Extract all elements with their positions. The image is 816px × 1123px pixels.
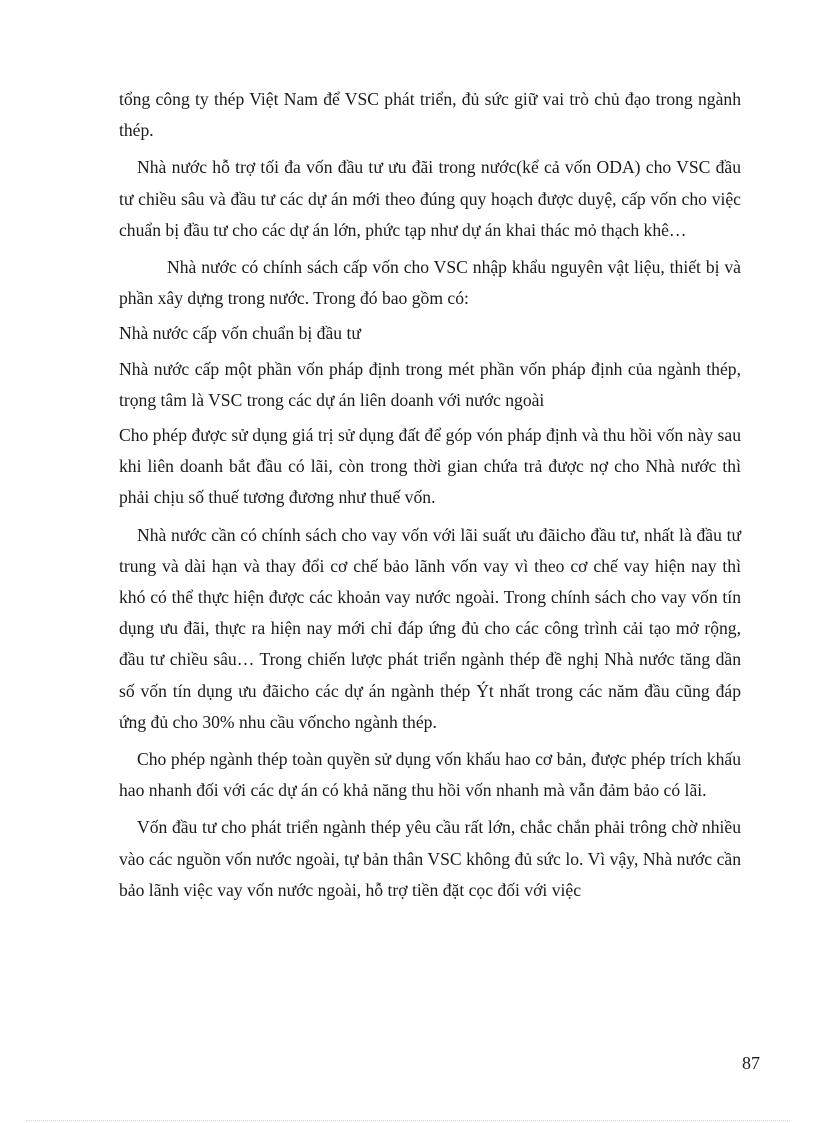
page-footer-divider [26,1120,790,1121]
paragraph: Nhà nước hỗ trợ tối đa vốn đầu tư ưu đãi trong nước(kể cả vốn ODA) cho VSC đầu tư chiều sâu và đầu tư các dự án mới theo đúng quy hoạch được duyệ, cấp vốn cho việc chuẩn bị đầu tư cho các dự án lớn, phức tạp như dự án khai thác mỏ thạch khê… [119,157,741,240]
paragraph: Nhà nước có chính sách cấp vốn cho VSC nhập khẩu nguyên vật liệu, thiết bị và phần xây dựng trong nước. Trong đó bao gồm có: [119,257,741,309]
paragraph: Cho phép ngành thép toàn quyền sử dụng vốn khấu hao cơ bản, được phép trích khấu hao nhanh đối với các dự án có khả năng thu hồi vốn nhanh mà vẫn đảm bảo có lãi. [119,749,741,801]
page-number: 87 [742,1053,760,1073]
paragraph: Cho phép được sử dụng giá trị sử dụng đất để góp vón pháp định và thu hồi vốn này sau khi liên doanh bắt đầu có lãi, còn trong thời gian chứa trả được nợ cho Nhà nước thì phải chịu số thuế tương đương như thuế vốn. [119,425,741,508]
paragraph: tổng công ty thép Việt Nam để VSC phát triển, đủ sức giữ vai trò chủ đạo trong ngành thép. [119,89,741,141]
paragraph: Nhà nước cấp vốn chuẩn bị đầu tư [119,323,361,344]
paragraph: Nhà nước cần có chính sách cho vay vốn với lãi suất ưu đãicho đầu tư, nhất là đầu tư trung và dài hạn và thay đổi cơ chế bảo lãnh vốn vay vì theo cơ chế vay hiện nay thì khó có thể thực hiện được các khoản vay nước ngoài. Trong chính sách cho vay vốn tín dụng ưu đãi, thực ra hiện nay mới chỉ đáp ứng đủ cho các công trình cải tạo mở rộng, đầu tư chiều sâu… Trong chiến lược phát triển ngành thép đề nghị Nhà nước tăng dần số vốn tín dụng ưu đãicho các dự án ngành thép Ýt nhất trong các năm đầu cũng đáp ứng đủ cho 30% nhu cầu vốncho ngành thép. [119,524,741,732]
paragraph: Vốn đầu tư cho phát triển ngành thép yêu cầu rất lớn, chắc chắn phải trông chờ nhiều vào các nguồn vốn nước ngoài, tự bản thân VSC không đủ sức lo. Vì vậy, Nhà nước cần bảo lãnh việc vay vốn nước ngoài, hỗ trợ tiền đặt cọc đối với việc [119,817,741,900]
paragraph: Nhà nước cấp một phần vốn pháp định trong mét phần vốn pháp định của ngành thép, trọng tâm là VSC trong các dự án liên doanh với nước ngoài [119,358,741,410]
body-text [119,84,741,906]
